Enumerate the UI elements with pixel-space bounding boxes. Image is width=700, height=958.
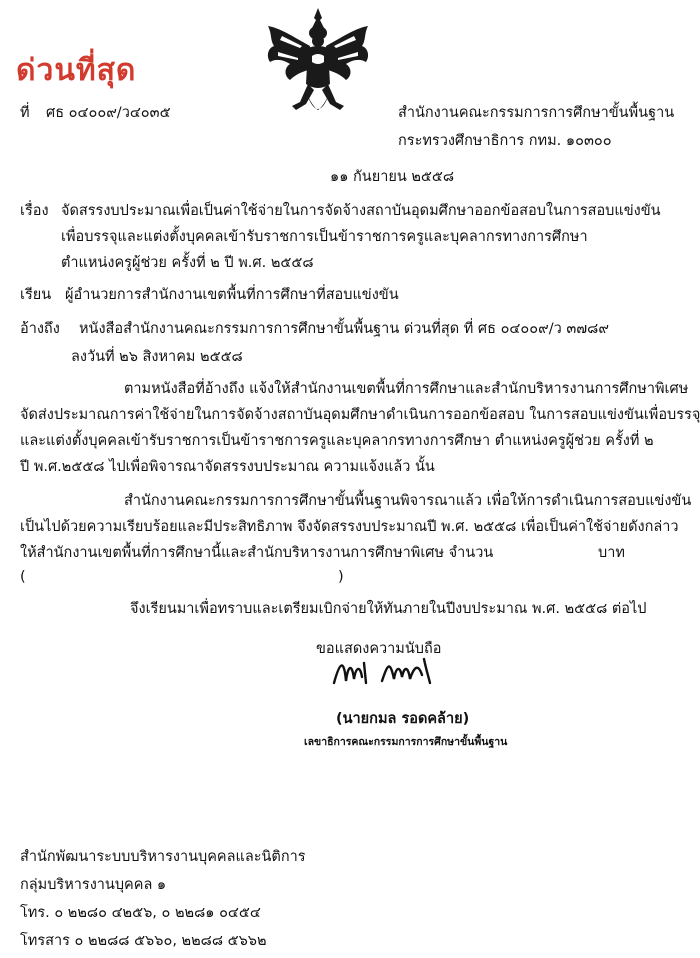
body-para1-line-3: และแต่งตั้งบุคคลเข้ารับราชการเป็นข้าราชการครูและบุคลากรทางการศึกษา ตำแหน่งครูผู้ช่วย ครั้งที่ ๒ [20, 433, 654, 449]
regards: ขอแสดงความนับถือ [316, 641, 442, 657]
urgency-label: ด่วนที่สุด [16, 53, 137, 88]
body-para1-line-2: จัดส่งประมาณการค่าใช้จ่ายในการจัดจ้างสถาบันอุดมศึกษาดำเนินการออกข้อสอบ ในการสอบแข่งขันเพื่อบรรจุ [20, 407, 700, 423]
body-para2-line-3: ให้สำนักงานเขตพื้นที่การศึกษานี้และสำนักบริหารงานการศึกษาพิเศษ จำนวน [20, 545, 494, 561]
reference-label: อ้างถึง [20, 321, 60, 337]
office-address: กระทรวงศึกษาธิการ กทม. ๑๐๓๐๐ [398, 133, 612, 149]
subject-label: เรื่อง [20, 203, 49, 219]
ref-number: ศธ ๐๔๐๐๙/ว๔๐๓๕ [46, 105, 171, 121]
body-para2-line-1: สำนักงานคณะกรรมการการศึกษาขั้นพื้นฐานพิจารณาแล้ว เพื่อให้การดำเนินการสอบแข่งขัน [124, 493, 692, 509]
footer-fax: โทรสาร ๐ ๒๒๘๘ ๕๖๖๐, ๒๒๘๘ ๕๖๖๒ [20, 933, 267, 949]
signer-name: (นายกมล รอดคล้าย) [336, 711, 470, 727]
amount-close-paren: ) [338, 569, 344, 585]
currency-baht: บาท [598, 545, 625, 561]
subject-line-3: ตำแหน่งครูผู้ช่วย ครั้งที่ ๒ ปี พ.ศ. ๒๕๕๘ [61, 255, 314, 271]
subject-line-1: จัดสรรงบประมาณเพื่อเป็นค่าใช้จ่ายในการจัดจ้างสถาบันอุดมศึกษาออกข้อสอบในการสอบแข่งขัน [61, 203, 661, 219]
subject-line-2: เพื่อบรรจุและแต่งตั้งบุคคลเข้ารับราชการเป็นข้าราชการครูและบุคลากรทางการศึกษา [61, 229, 588, 245]
body-para1-line-1: ตามหนังสือที่อ้างถึง แจ้งให้สำนักงานเขตพื้นที่การศึกษาและสำนักบริหารงานการศึกษาพิเศษ [124, 381, 689, 397]
footer-group: กลุ่มบริหารงานบุคคล ๑ [20, 877, 167, 893]
recipient: ผู้อำนวยการสำนักงานเขตพื้นที่การศึกษาที่สอบแข่งขัน [65, 287, 399, 303]
body-para3: จึงเรียนมาเพื่อทราบและเตรียมเบิกจ่ายให้ทันภายในปีงบประมาณ พ.ศ. ๒๕๕๘ ต่อไป [130, 601, 647, 617]
body-para2-line-2: เป็นไปด้วยความเรียบร้อยและมีประสิทธิภาพ จึงจัดสรรงบประมาณปี พ.ศ. ๒๕๕๘ เพื่อเป็นค่าใช้จ่ายดังกล่าว [20, 519, 679, 535]
signer-title: เลขาธิการคณะกรรมการการศึกษาขั้นพื้นฐาน [304, 736, 508, 748]
ref-label: ที่ [20, 105, 30, 121]
handwritten-signature [330, 653, 450, 691]
body-para1-line-4: ปี พ.ศ.๒๕๕๘ ไปเพื่อพิจารณาจัดสรรงบประมาณ ความแจ้งแล้ว นั้น [20, 459, 435, 475]
footer-department: สำนักพัฒนาระบบบริหารงานบุคคลและนิติการ [20, 849, 306, 865]
letter-date: ๑๑ กันยายน ๒๕๕๘ [330, 169, 455, 185]
reference-line-1: หนังสือสำนักงานคณะกรรมการการศึกษาขั้นพื้นฐาน ด่วนที่สุด ที่ ศธ ๐๔๐๐๙/ว ๓๗๘๙ [79, 321, 609, 337]
footer-phone: โทร. ๐ ๒๒๘๐ ๔๒๕๖, ๐ ๒๒๘๑ ๐๔๕๔ [20, 905, 261, 921]
office-name: สำนักงานคณะกรรมการการศึกษาขั้นพื้นฐาน [398, 105, 675, 121]
amount-open-paren: ( [20, 569, 26, 585]
garuda-emblem-icon [262, 6, 374, 128]
to-label: เรียน [20, 287, 52, 303]
reference-line-2: ลงวันที่ ๒๖ สิงหาคม ๒๕๕๘ [71, 349, 243, 365]
